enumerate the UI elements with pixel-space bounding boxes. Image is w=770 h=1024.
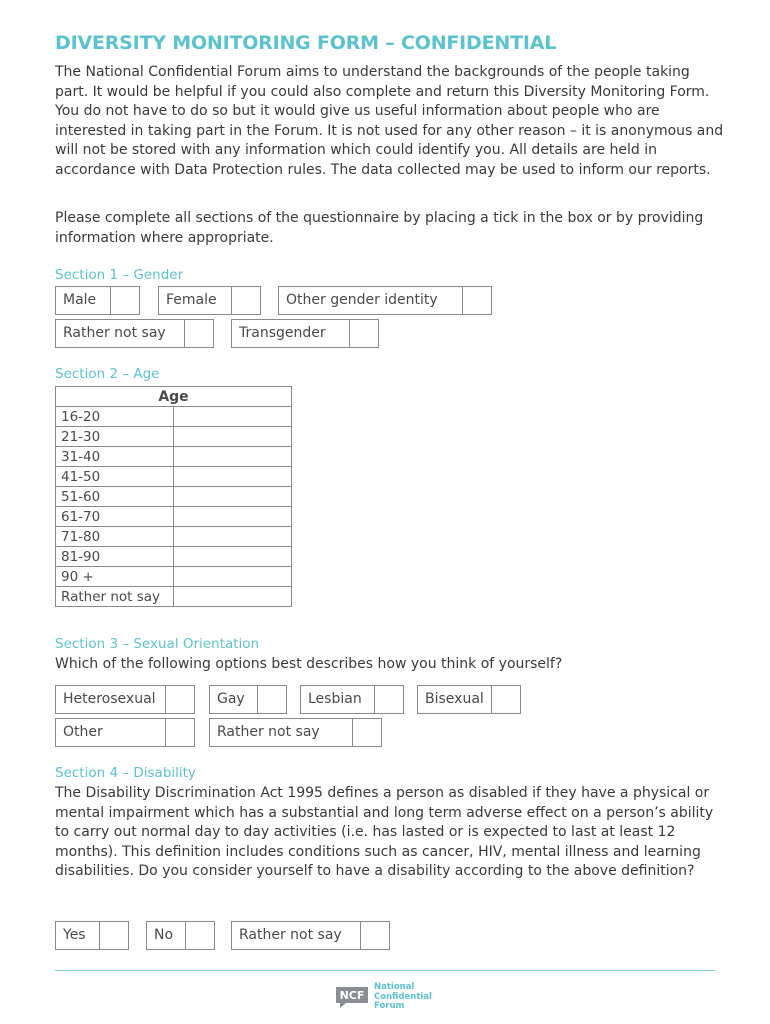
- age-range-label: 31-40: [56, 447, 174, 467]
- option-label: Other: [63, 724, 103, 740]
- option-label: Gay: [217, 691, 245, 707]
- table-row: [56, 527, 292, 547]
- age-range-label: 90 +: [56, 567, 174, 587]
- option-label: Transgender: [239, 325, 326, 341]
- logo-wordmark: [374, 983, 432, 1012]
- tick-box[interactable]: [99, 922, 128, 949]
- footer-divider: [55, 970, 715, 971]
- tick-box[interactable]: [174, 507, 292, 527]
- table-row: [56, 467, 292, 487]
- table-row: [56, 507, 292, 527]
- tick-box[interactable]: [349, 320, 378, 347]
- option-label: Rather not say: [63, 325, 166, 341]
- gender-option-transgender: [231, 319, 379, 348]
- age-range-label: Rather not say: [56, 587, 174, 607]
- age-range-label: 61-70: [56, 507, 174, 527]
- tick-box[interactable]: [174, 547, 292, 567]
- option-label: Female: [166, 292, 217, 308]
- orientation-option-heterosexual: [55, 685, 195, 714]
- tick-box[interactable]: [174, 487, 292, 507]
- logo-mark-text: NCF: [339, 989, 365, 1003]
- table-row: [56, 407, 292, 427]
- age-range-label: 41-50: [56, 467, 174, 487]
- age-range-label: 16-20: [56, 407, 174, 427]
- disability-option-no: [146, 921, 215, 950]
- gender-option-other: [278, 286, 492, 315]
- tick-box[interactable]: [174, 447, 292, 467]
- section3-question: Which of the following options best describes how you think of yourself?: [55, 656, 563, 672]
- disability-option-rather-not-say: [231, 921, 390, 950]
- orientation-option-lesbian: [300, 685, 404, 714]
- age-range-label: 21-30: [56, 427, 174, 447]
- table-row: [56, 547, 292, 567]
- disability-option-yes: [55, 921, 129, 950]
- tick-box[interactable]: [491, 686, 520, 713]
- tick-box[interactable]: [174, 467, 292, 487]
- intro-paragraph: The National Confidential Forum aims to understand the backgrounds of the people taking part. It would be helpful if you could also complete and return this Diversity Monitoring Form. You do not have to do so but it would give us useful information about people who are interested in taking part in the Forum. It is not used for any other reason – it is anonymous and will not be stored with any information which could identify you. All details are held in accordance with Data Protection rules. The data collected may be used to inform our reports.: [55, 64, 724, 178]
- age-range-label: 81-90: [56, 547, 174, 567]
- option-label: No: [154, 927, 174, 943]
- age-range-label: 51-60: [56, 487, 174, 507]
- tick-box[interactable]: [185, 922, 214, 949]
- logo-line: National: [374, 982, 415, 992]
- option-label: Other gender identity: [286, 292, 438, 308]
- orientation-option-gay: [209, 685, 287, 714]
- tick-box[interactable]: [257, 686, 286, 713]
- table-row: [56, 447, 292, 467]
- age-range-label: 71-80: [56, 527, 174, 547]
- option-label: Rather not say: [217, 724, 320, 740]
- tick-box[interactable]: [352, 719, 381, 746]
- tick-box[interactable]: [360, 922, 389, 949]
- logo-line: Forum: [374, 1001, 405, 1011]
- tick-box[interactable]: [110, 287, 139, 314]
- tick-box[interactable]: [174, 527, 292, 547]
- tick-box[interactable]: [174, 567, 292, 587]
- logo-line: Confidential: [374, 991, 432, 1002]
- gender-option-female: [158, 286, 261, 315]
- gender-option-male: [55, 286, 140, 315]
- instructions-paragraph: Please complete all sections of the questionnaire by placing a tick in the box or by providing information where appropriate.: [55, 210, 704, 246]
- section3-heading: Section 3 – Sexual Orientation: [55, 636, 260, 652]
- orientation-option-rather-not-say: [209, 718, 382, 747]
- section2-heading: Section 2 – Age: [55, 366, 160, 382]
- logo-mark-icon: [334, 985, 370, 1009]
- option-label: Rather not say: [239, 927, 342, 943]
- table-row: [56, 567, 292, 587]
- table-row: [56, 427, 292, 447]
- table-row: [56, 487, 292, 507]
- tick-box[interactable]: [174, 587, 292, 607]
- option-label: Lesbian: [308, 691, 362, 707]
- tick-box[interactable]: [462, 287, 491, 314]
- tick-box[interactable]: [231, 287, 260, 314]
- tick-box[interactable]: [165, 686, 194, 713]
- orientation-option-other: [55, 718, 195, 747]
- age-table: [55, 386, 292, 607]
- tick-box[interactable]: [165, 719, 194, 746]
- section1-heading: Section 1 – Gender: [55, 267, 184, 283]
- table-row: [56, 587, 292, 607]
- option-label: Male: [63, 292, 97, 308]
- tick-box[interactable]: [174, 407, 292, 427]
- tick-box[interactable]: [374, 686, 403, 713]
- age-table-header: Age: [56, 387, 292, 407]
- tick-box[interactable]: [174, 427, 292, 447]
- ncf-logo: [334, 983, 432, 1012]
- form-title: DIVERSITY MONITORING FORM – CONFIDENTIAL: [55, 32, 557, 54]
- option-label: Yes: [63, 927, 86, 943]
- orientation-option-bisexual: [417, 685, 521, 714]
- gender-option-rather-not-say: [55, 319, 214, 348]
- tick-box[interactable]: [184, 320, 213, 347]
- option-label: Heterosexual: [63, 691, 156, 707]
- section4-heading: Section 4 – Disability: [55, 765, 196, 781]
- disability-paragraph: The Disability Discrimination Act 1995 defines a person as disabled if they have a physical or mental impairment which has a substantial and long term adverse effect on a person’s ability to carry out normal day to day activities (i.e. has lasted or is expected to last at least 12 months). This definition includes conditions such as cancer, HIV, mental illness and learning disabilities. Do you consider yourself to have a disability according to the above definition?: [55, 785, 714, 879]
- option-label: Bisexual: [425, 691, 484, 707]
